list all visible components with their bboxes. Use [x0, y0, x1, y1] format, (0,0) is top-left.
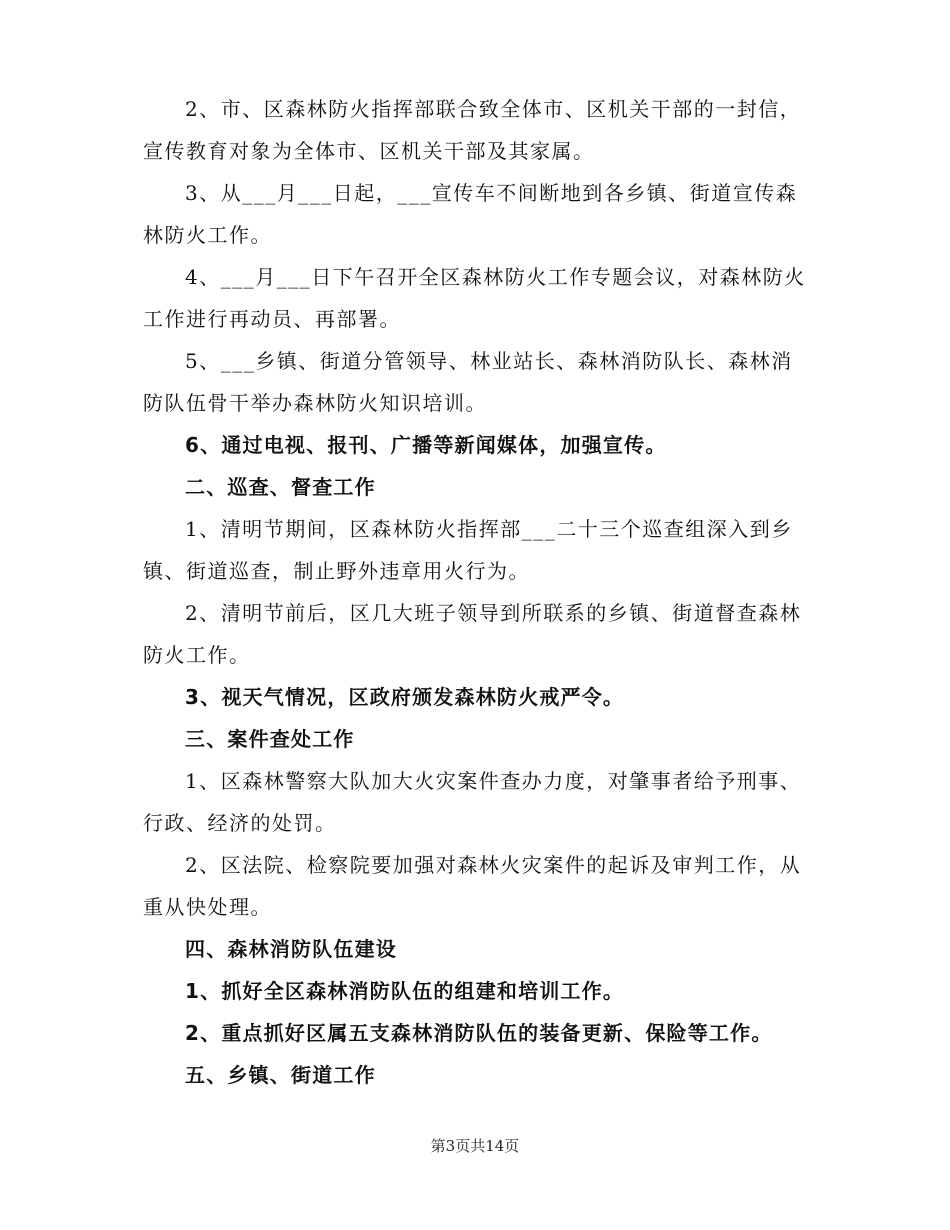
section-heading-fire-brigade: 四、森林消防队伍建设	[185, 937, 397, 961]
paragraph-propaganda-item-3: 3、从___月___日起，___宣传车不间断地到各乡镇、街道宣传森林防火工作。	[143, 181, 798, 247]
paragraph-propaganda-item-2: 2、市、区森林防火指挥部联合致全体市、区机关干部的一封信，宣传教育对象为全体市、区机关干部及其家属。	[143, 97, 802, 163]
section-heading-case-handling: 三、案件查处工作	[185, 727, 355, 751]
paragraph-brigade-item-2: 2、重点抓好区属五支森林消防队伍的装备更新、保险等工作。	[185, 1021, 773, 1045]
paragraph-case-item-2: 2、区法院、检察院要加强对森林火灾案件的起诉及审判工作，从重从快处理。	[143, 853, 802, 919]
page-number-footer: 第3页共14页	[430, 1137, 520, 1155]
paragraph-inspection-item-2: 2、清明节前后，区几大班子领导到所联系的乡镇、街道督查森林防火工作。	[143, 601, 802, 667]
section-heading-inspection: 二、巡查、督查工作	[185, 475, 376, 499]
paragraph-brigade-item-1: 1、抓好全区森林消防队伍的组建和培训工作。	[185, 979, 625, 1003]
paragraph-case-item-1: 1、区森林警察大队加大火灾案件查办力度，对肇事者给予刑事、行政、经济的处罚。	[143, 769, 802, 835]
document-body	[143, 88, 811, 1096]
paragraph-propaganda-item-5: 5、___乡镇、街道分管领导、林业站长、森林消防队长、森林消防队伍骨干举办森林防火知识培训。	[143, 349, 793, 415]
paragraph-inspection-item-3: 3、视天气情况，区政府颁发森林防火戒严令。	[185, 685, 625, 709]
paragraph-propaganda-item-4: 4、___月___日下午召开全区森林防火工作专题会议，对森林防火工作进行再动员、再部署。	[143, 265, 806, 331]
section-heading-township-work: 五、乡镇、街道工作	[185, 1063, 376, 1087]
paragraph-inspection-item-1: 1、清明节期间，区森林防火指挥部___二十三个巡查组深入到乡镇、街道巡查，制止野外违章用火行为。	[143, 517, 793, 583]
paragraph-propaganda-item-6: 6、通过电视、报刊、广播等新闻媒体，加强宣传。	[185, 433, 667, 457]
